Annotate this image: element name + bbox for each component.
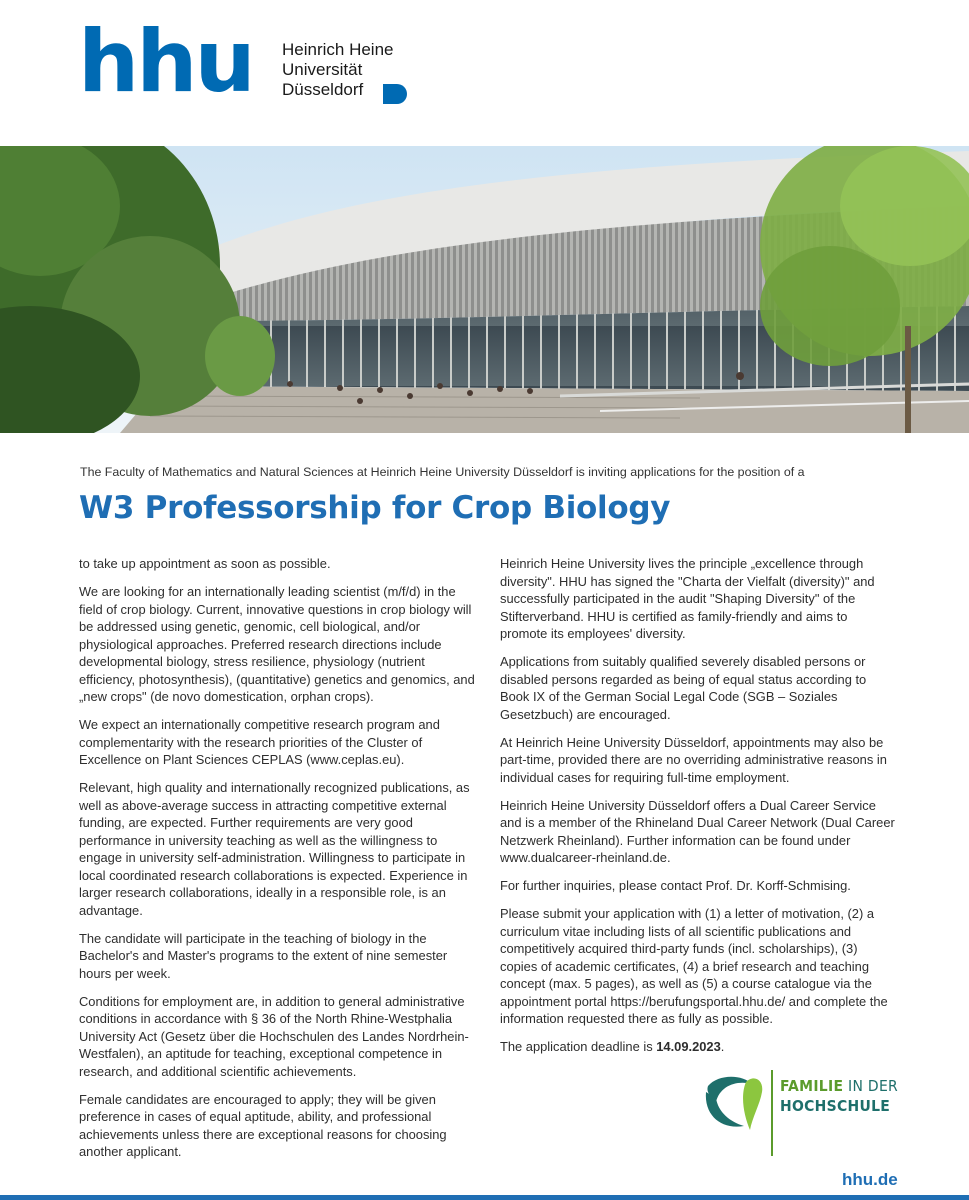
deadline-date: 14.09.2023 (656, 1039, 721, 1054)
paragraph: Conditions for employment are, in addition to general administrative conditions in accordance with § 36 of the North Rhine-Westphalia University Act (Gesetz über die Hochschulen des Landes Nordrhein-Westfalen), an aptitude for teaching, exceptional competence in research, and additional scientific achievements. (79, 993, 469, 1079)
footer-bar (0, 1195, 969, 1200)
familie-logo-text (780, 1076, 898, 1116)
campus-building-photo (0, 146, 969, 433)
paragraph: The candidate will participate in the teaching of biology in the Bachelor's and Master's programs to the extent of nine semester hours per week. (79, 930, 448, 981)
left-column (79, 555, 477, 1171)
paragraph: We are looking for an internationally leading scientist (m/f/d) in the field of crop biology. Current, innovative questions in crop biology will be addressed using genetic, genomic, cell biological, and/or physiological approaches. Preferred research directions include developmental biology, stress resilience, physiology (nutrient efficiency, photosynthesis), (quantitative) genetics and genomics, and „new crops" (de novo domestication, orphan crops). (79, 584, 475, 704)
hhu-logo-mark: hhu (78, 12, 253, 112)
paragraph: Female candidates are encouraged to apply; they will be given preference in cases of equal aptitude, ability, and professional achievements unless there are exceptional reasons for choosing another applicant. (79, 1091, 447, 1159)
paragraph: to take up appointment as soon as possible. (79, 556, 331, 571)
deadline-prefix: The application deadline is (500, 1039, 657, 1054)
paragraph: Relevant, high quality and internationally recognized publications, as well as above-average success in attracting competitive external funding, are expected. Further requirements are very good performance in university teaching as well as the willingness to engage in university self-administration. Willingness to participate in local coordinated research collaborations is expected. Experience in larger research collaborations, ideally in a responsible role, is an advantage. (79, 780, 470, 918)
university-name-line-3: Düsseldorf (282, 80, 364, 99)
in-der-words: IN DER (843, 1077, 899, 1095)
logo-accent-shape (383, 84, 407, 104)
university-name (282, 40, 394, 100)
position-title: W3 Professorship for Crop Biology (79, 490, 671, 526)
hochschule-word: HOCHSCHULE (780, 1097, 891, 1115)
deadline-suffix: . (720, 1039, 725, 1054)
website-link[interactable]: hhu.de (842, 1170, 898, 1189)
logo-divider (771, 1070, 773, 1156)
familie-word: FAMILIE (780, 1077, 844, 1095)
paragraph: Applications from suitably qualified severely disabled persons or disabled persons regarded as being of equal status according to Book IX of the German Social Legal Code (SGB – Soziales Gesetzbuch) are encouraged. (500, 654, 867, 722)
university-name-line-1: Heinrich Heine (282, 40, 394, 59)
paragraph: For further inquiries, please contact Prof. Dr. Korff-Schmising. (500, 878, 851, 893)
paragraph: We expect an internationally competitive research program and complementarity with the research priorities of the Cluster of Excellence on Plant Sciences CEPLAS (www.ceplas.eu). (79, 717, 440, 767)
paragraph: Heinrich Heine University lives the principle „excellence through diversity". HHU has signed the "Charta der Vielfalt (diversity)" and successfully participated in the audit "Shaping Diversity" of the Stifterverband. HHU is certified as family-friendly and aims to promote its employees' diversity. (500, 556, 875, 641)
right-column (500, 555, 898, 1066)
university-name-line-2: Universität (282, 60, 363, 79)
paragraph: Please submit your application with (1) a letter of motivation, (2) a curriculum vitae including lists of all scientific publications and competitively acquired third-party funds (incl. scholarships), (3) copies of academic certificates, (4) a brief research and teaching concept (max. 5 pages), as well as (5) a course catalogue via the appointment portal https://berufungsportal.hhu.de/ and complete the information requested there as fully as possible. (500, 906, 888, 1026)
intro-text: The Faculty of Mathematics and Natural Sciences at Heinrich Heine University Düsseldorf is inviting applications for the position of a (80, 465, 805, 479)
application-deadline (500, 1038, 898, 1056)
paragraph: At Heinrich Heine University Düsseldorf, appointments may also be part-time, provided there are no overriding administrative reasons in individual cases for requiring full-time employment. (500, 734, 887, 785)
paragraph: Heinrich Heine University Düsseldorf offers a Dual Career Service and is a member of the Rhineland Dual Career Network (Dual Career Netzwerk Rheinland). Further information can be found under www.dualcareer-rheinland.de. (500, 797, 895, 865)
